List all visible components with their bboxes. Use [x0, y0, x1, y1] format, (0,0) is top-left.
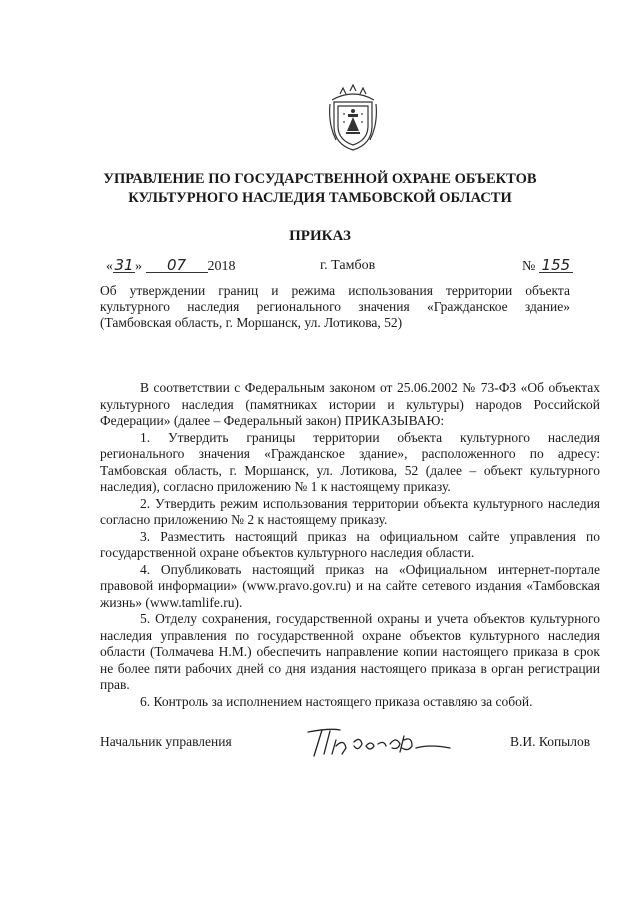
order-item-3: 3. Разместить настоящий приказ на официальном сайте управления по государственной охране объектов культурного наследия области. — [100, 528, 600, 560]
order-date — [106, 258, 236, 275]
order-subject: Об утверждении границ и режима использования территории объекта культурного наследия регионального значения «Гражданское здание» (Тамбовская область, г. Моршанск, ул. Лотикова, 52) — [100, 283, 570, 330]
order-body — [100, 380, 600, 710]
signatory-name: В.И. Копылов — [510, 734, 591, 749]
signatory-position: Начальник управления — [100, 734, 232, 749]
order-item-4: 4. Опубликовать настоящий приказ на «Официальном интернет-портале правовой информации» (www.pravo.gov.ru) и на сайте сетевого издания «Тамбовская жизнь» (www.tamlife.ru). — [100, 561, 600, 610]
city: г. Тамбов — [320, 258, 376, 273]
date-month: 07 — [146, 258, 208, 273]
date-year: 2018 — [207, 259, 236, 274]
order-item-6: 6. Контроль за исполнением настоящего приказа оставляю за собой. — [140, 693, 533, 709]
order-item-5: 5. Отделу сохранения, государственной охраны и учета объектов культурного наследия управления по государственной охране объектов культурного наследия области (Толмачева Н.М.) обеспечить направление копии настоящего приказа в срок не более пяти рабочих дней со дня издания настоящего приказа в орган регистрации прав. — [100, 611, 600, 692]
date-close-quote: » — [135, 259, 142, 274]
date-day: 31 — [114, 256, 134, 274]
number-prefix: № — [522, 259, 536, 274]
document-type-title: ПРИКАЗ — [289, 228, 351, 244]
order-item-2: 2. Утвердить режим использования территории объекта культурного наследия согласно приложению № 2 к настоящему приказу. — [100, 495, 600, 527]
number-value: 155 — [539, 258, 573, 273]
order-number — [522, 258, 573, 275]
date-open-quote: « — [106, 259, 113, 274]
agency-name-line2: КУЛЬТУРНОГО НАСЛЕДИЯ ТАМБОВСКОЙ ОБЛАСТИ — [128, 190, 512, 206]
agency-name-line1: УПРАВЛЕНИЕ ПО ГОСУДАРСТВЕННОЙ ОХРАНЕ ОБЪЕКТОВ — [103, 171, 537, 187]
order-item-1: 1. Утвердить границы территории объекта культурного наследия регионального значения «Гражданское здание», расположенного по адресу: Тамбовская область, г. Моршанск, ул. Лотикова, 52 (далее – объект культурного наследия), согласно приложению № 1 к настоящему приказу. — [100, 429, 600, 494]
handwritten-signature-icon — [300, 718, 460, 762]
tambov-coat-of-arms-icon — [326, 84, 380, 152]
preamble: В соответствии с Федеральным законом от 25.06.2002 № 73-ФЗ «Об объектах культурного наследия (памятниках истории и культуры) народов Российской Федерации» (далее – Федеральный закон) ПРИКАЗЫВАЮ: — [100, 380, 600, 428]
